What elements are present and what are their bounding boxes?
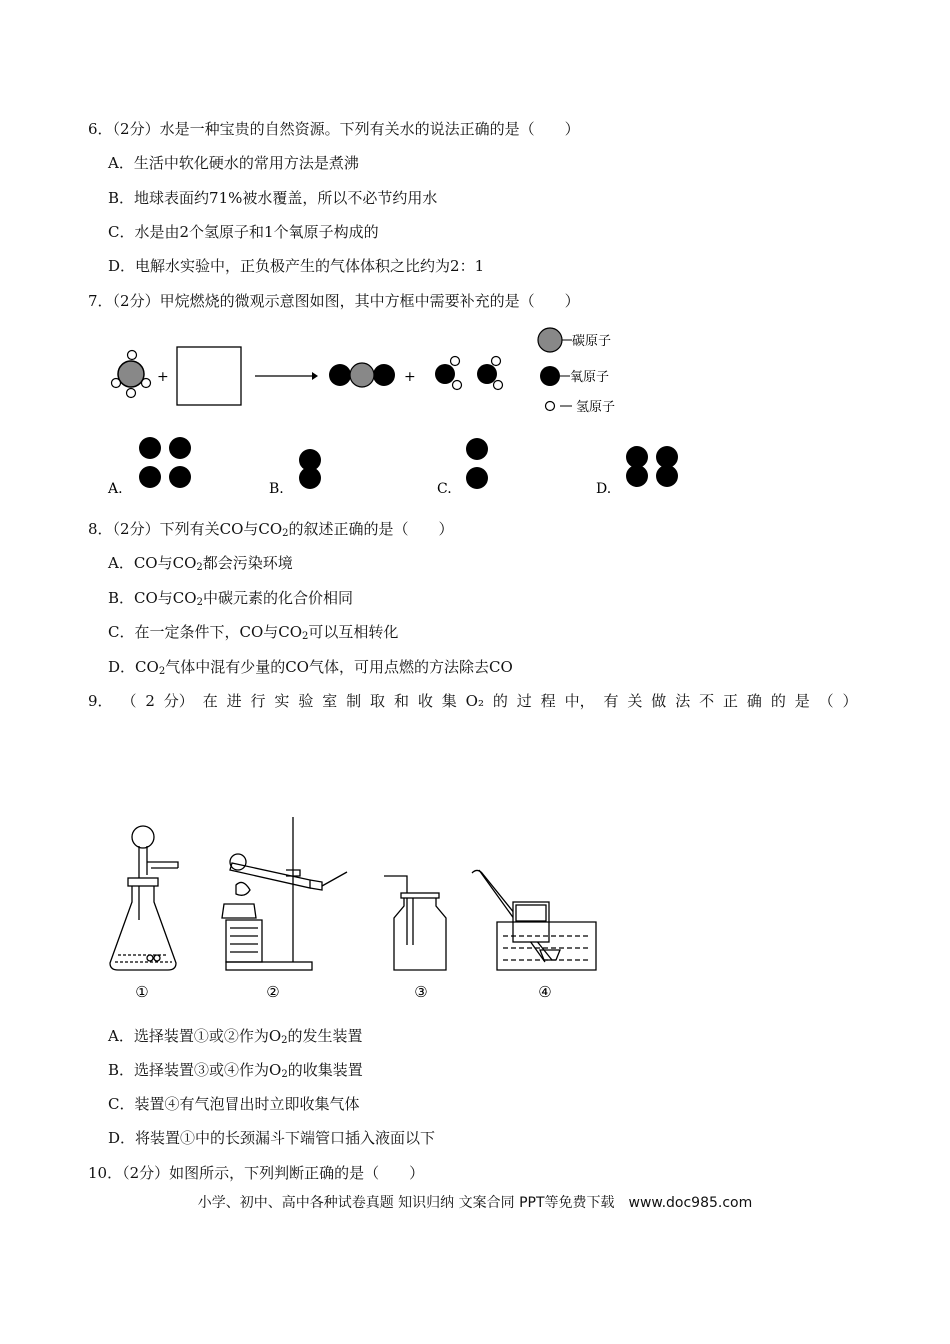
q6-option-b: B．地球表面约71%被水覆盖，所以不必节约用水 — [108, 189, 438, 207]
q8-option-c: C．在一定条件下，CO与CO2可以互相转化 — [108, 623, 399, 642]
q9-stem-part: 制 — [346, 692, 362, 710]
legend-carbon: 碳原子 — [572, 334, 612, 349]
blank-box — [177, 347, 241, 405]
q7-option-b-label: B. — [269, 481, 284, 497]
q9-stem-part: ） — [842, 692, 858, 710]
apparatus-4-water-trough — [472, 870, 596, 970]
q9-option-d: D．将装置①中的长颈漏斗下端管口插入液面以下 — [108, 1129, 436, 1147]
q9-stem-part: 收 — [417, 692, 433, 710]
q9-stem-part: 在 — [202, 692, 218, 710]
q9-stem-part: 做 — [651, 692, 667, 710]
co2-molecule — [329, 363, 395, 387]
q9-stem-part: 中， — [564, 692, 595, 710]
q9-stem-part: 集 — [441, 692, 457, 710]
oxygen-legend-icon — [540, 366, 560, 386]
q9-stem-part: 是 — [794, 692, 810, 710]
legend — [538, 328, 615, 415]
q9-stem-part: 正 — [723, 692, 739, 710]
q9-stem-part: 进 — [226, 692, 242, 710]
q6-option-a: A．生活中软化硬水的常用方法是煮沸 — [108, 154, 359, 172]
q9-stem-part: O₂ — [465, 692, 484, 710]
apparatus-label-3: ③ — [414, 983, 428, 1001]
q9-stem-part: 实 — [274, 692, 290, 710]
arrow-icon — [255, 372, 318, 380]
option-d-diagram — [626, 446, 678, 487]
q9-stem-part: （ — [818, 692, 834, 710]
q6-option-d: D．电解水实验中，正负极产生的气体体积之比约为2：1 — [108, 257, 485, 275]
q9-stem-part: 不 — [699, 692, 715, 710]
q9-stem-part: 过 — [516, 692, 532, 710]
q9-stem-part: 取 — [370, 692, 386, 710]
q6-stem: 6．（2分）水是一种宝贵的自然资源。下列有关水的说法正确的是（ ） — [88, 120, 580, 138]
q9-stem-part: 的 — [492, 692, 508, 710]
carbon-legend-icon — [538, 328, 562, 352]
option-b-diagram — [299, 449, 321, 489]
q9-stem-part: 行 — [250, 692, 266, 710]
option-a-diagram — [139, 437, 191, 488]
water-molecules — [435, 357, 503, 390]
q9-stem-part: 确 — [746, 692, 762, 710]
q9-stem-part: 验 — [298, 692, 314, 710]
apparatus-label-1: ① — [135, 983, 149, 1001]
q9-stem-part: 的 — [770, 692, 786, 710]
q9-stem — [88, 691, 858, 711]
q10-stem: 10．（2分）如图所示，下列判断正确的是（ ） — [88, 1164, 425, 1182]
q7-stem: 7．（2分）甲烷燃烧的微观示意图如图，其中方框中需要补充的是（ ） — [88, 292, 580, 310]
apparatus-3-bottle — [384, 876, 446, 970]
q9-stem-part: 程 — [540, 692, 556, 710]
option-c-diagram — [466, 438, 488, 489]
q9-stem-part: 分） — [163, 692, 194, 710]
q8-option-a: A．CO与CO2都会污染环境 — [108, 554, 293, 573]
q9-stem-part: （ — [121, 692, 137, 710]
q7-option-d-label: D. — [596, 481, 612, 497]
apparatus-label-2: ② — [266, 983, 280, 1001]
hydrogen-legend-icon — [546, 402, 555, 411]
q9-stem-part: 2 — [145, 692, 155, 710]
q7-option-a-label: A. — [108, 481, 123, 497]
q6-option-c: C．水是由2个氢原子和1个氧原子构成的 — [108, 223, 379, 241]
apparatus-label-4: ④ — [538, 983, 552, 1001]
q8-option-d: D．CO2气体中混有少量的CO气体，可用点燃的方法除去CO — [108, 658, 513, 677]
q7-option-c-label: C. — [437, 481, 452, 497]
q9-stem-part: 法 — [675, 692, 691, 710]
methane-molecule — [112, 351, 151, 398]
q8-option-b: B．CO与CO2中碳元素的化合价相同 — [108, 589, 353, 608]
q9-option-b: B．选择装置③或④作为O2的收集装置 — [108, 1061, 363, 1080]
q9-option-a: A．选择装置①或②作为O2的发生装置 — [108, 1027, 363, 1046]
plus-sign-1: + — [157, 369, 169, 385]
apparatus-2-heating — [222, 817, 347, 970]
q9-option-c: C．装置④有气泡冒出时立即收集气体 — [108, 1095, 360, 1113]
legend-hydrogen: 氢原子 — [576, 400, 616, 415]
q9-stem-part: 9． — [88, 692, 113, 710]
legend-oxygen: 氧原子 — [570, 370, 610, 385]
q9-stem-part: 室 — [322, 692, 338, 710]
q9-stem-part: 关 — [627, 692, 643, 710]
apparatus-1-flask — [110, 826, 178, 970]
q9-stem-part: 有 — [603, 692, 619, 710]
q8-stem: 8．（2分）下列有关CO与CO2的叙述正确的是（ ） — [88, 520, 454, 539]
page-footer: 小学、初中、高中各种试卷真题 知识归纳 文案合同 PPT等免费下载 www.doc985.com — [197, 1195, 753, 1211]
plus-sign-2: + — [404, 369, 416, 385]
q9-stem-part: 和 — [393, 692, 409, 710]
